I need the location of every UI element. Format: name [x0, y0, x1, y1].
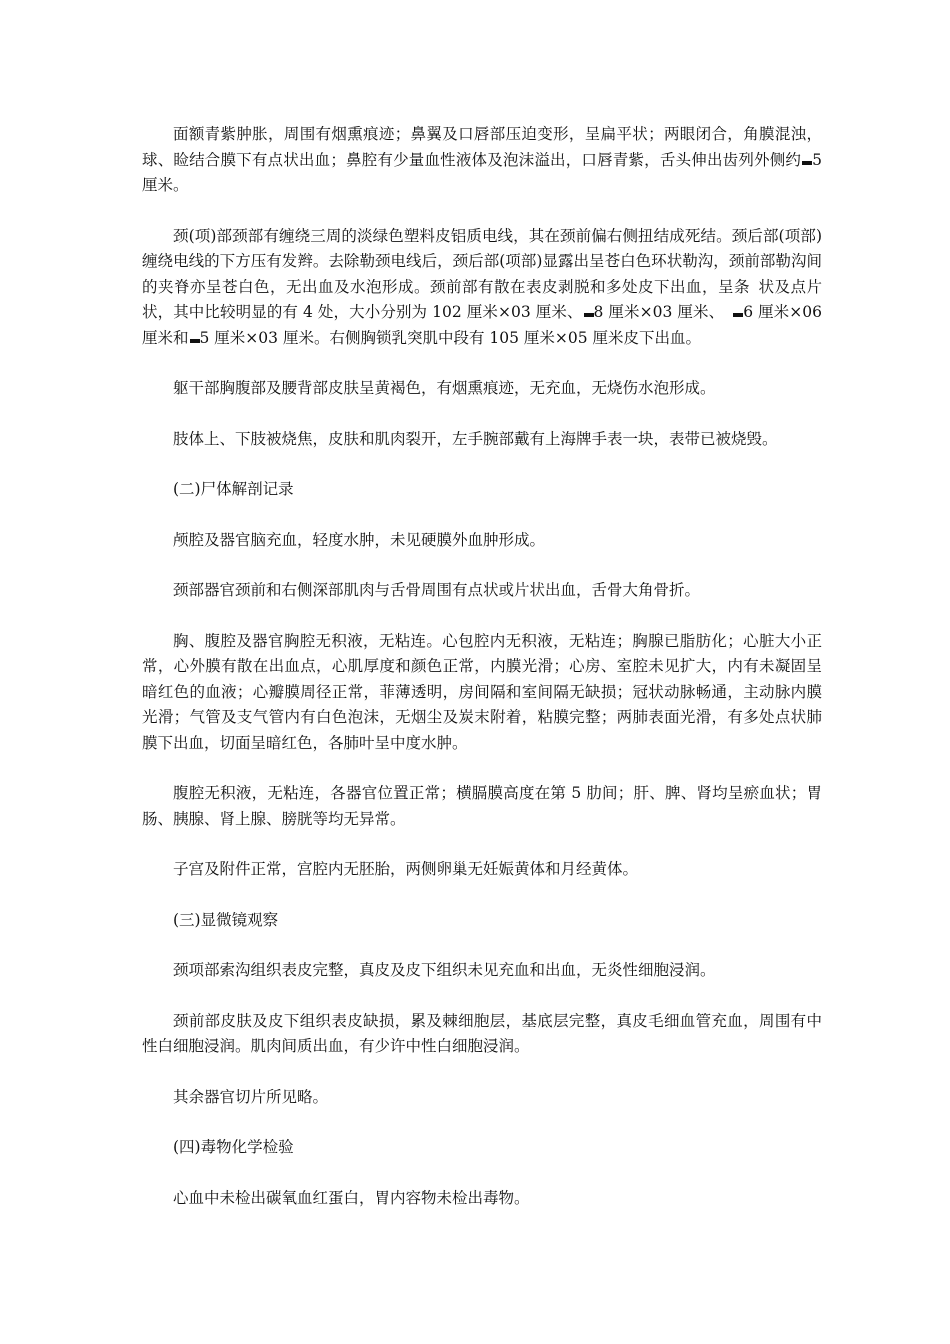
paragraph-text: 6 厘米×06 厘米和	[142, 303, 822, 347]
paragraph-abdominal-findings: 腹腔无积液，无粘连，各器官位置正常；横膈膜高度在第 5 肋间；肝、脾、肾均呈瘀血状；胃肠、胰腺、肾上腺、膀胱等均无异常。	[142, 784, 822, 828]
section-heading-autopsy: (二)尸体解剖记录	[173, 480, 294, 498]
paragraph-toxicology-result: 心血中未检出碳氧血红蛋白，胃内容物未检出毒物。	[173, 1188, 530, 1207]
paragraph-thoracic-findings: 胸、腹腔及器官胸腔无积液，无粘连。心包腔内无积液，无粘连；胸腺已脂肪化；心脏大小正常，心外膜有散在出血点，心肌厚度和颜色正常，内膜光滑；心房、室腔未见扩大，内有未凝固呈暗红色的血液；心瓣膜周径正常，菲薄透明，房间隔和室间隔无缺损；冠状动脉畅通，主动脉内膜光滑；气管及支气管内有白色泡沫，无烟尘及炭末附着，粘膜完整；两肺表面光滑，有多处点状肺膜下出血，切面呈暗红色，各肺叶呈中度水肿。	[142, 631, 822, 752]
redaction-mark	[733, 313, 743, 317]
paragraph-text: 5 厘米。	[142, 150, 822, 194]
paragraph-face-findings	[142, 122, 822, 199]
paragraph-text: 8 厘米×03 厘米、	[593, 303, 725, 321]
paragraph-neck-organ-findings: 颈部器官颈前和右侧深部肌肉与舌骨周围有点状或片状出血，舌骨大角骨折。	[173, 581, 701, 599]
paragraph-cranial-findings: 颅腔及器官脑充血，轻度水肿，未见硬膜外血肿形成。	[173, 530, 546, 549]
paragraph-furrow-microscopy: 颈项部索沟组织表皮完整，真皮及皮下组织未见充血和出血，无炎性细胞浸润。	[173, 961, 716, 979]
section-heading-toxicology: (四)毒物化学检验	[173, 1138, 294, 1156]
paragraph-trunk-findings: 躯干部胸腹部及腰背部皮肤呈黄褐色，有烟熏痕迹，无充血，无烧伤水泡形成。	[173, 379, 716, 397]
section-heading-microscopy: (三)显微镜观察	[173, 910, 279, 929]
paragraph-text: 5 厘米×03 厘米。右侧胸锁乳突肌中段有 105 厘米×05 厘米皮下出血。	[199, 328, 702, 347]
redaction-mark	[802, 161, 812, 165]
redaction-mark	[190, 339, 200, 343]
paragraph-text: 状及点片状，其中比较明显的有 4 处，大小分别为 102 厘米×03 厘米、	[142, 277, 822, 321]
document-body	[142, 122, 822, 1236]
paragraph-text: 面额青紫肿胀，周围有烟熏痕迹；鼻翼及口唇部压迫变形，呈扁平状；两眼闭合，角膜混浊，球、睑结合膜下有点状出血；鼻腔有少量血性液体及泡沫溢出，口唇青紫，舌头伸出齿列外侧约	[142, 125, 822, 169]
paragraph-neck-findings	[142, 224, 822, 352]
paragraph-other-organs: 其余器官切片所见略。	[173, 1087, 329, 1106]
paragraph-limb-findings: 肢体上、下肢被烧焦，皮肤和肌肉裂开，左手腕部戴有上海牌手表一块，表带已被烧毁。	[173, 429, 778, 448]
paragraph-text: 颈(项)部颈部有缠绕三周的淡绿色塑料皮铝质电线，其在颈前偏右侧扭结成死结。颈后部(项部)缠绕电线的下方压有发辫。去除勒颈电线后，颈后部(项部)显露出呈苍白色环状勒沟，颈前部勒沟间的夹脊亦呈苍白色，无出血及水泡形成。颈前部有散在表皮剥脱和多处皮下出血，呈条	[142, 226, 822, 296]
paragraph-uterus-findings: 子宫及附件正常，宫腔内无胚胎，两侧卵巢无妊娠黄体和月经黄体。	[173, 860, 639, 878]
paragraph-skin-microscopy: 颈前部皮肤及皮下组织表皮缺损，累及棘细胞层，基底层完整，真皮毛细血管充血，周围有中性白细胞浸润。肌肉间质出血，有少许中性白细胞浸润。	[142, 1011, 822, 1055]
redaction-mark	[584, 313, 594, 317]
